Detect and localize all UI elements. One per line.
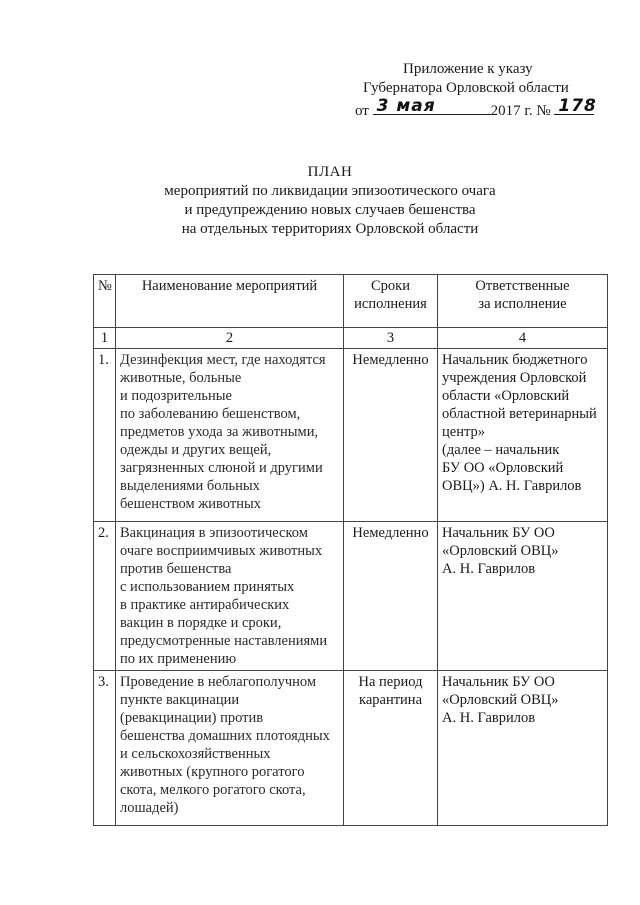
date-field <box>373 98 491 115</box>
title-heading: ПЛАН <box>307 164 353 180</box>
appendix-header <box>355 60 595 121</box>
text-line: Вакцинация в эпизоотическом <box>120 525 308 541</box>
appendix-line-2: Губернатора Орловской области <box>363 80 569 96</box>
responsible-cell <box>438 349 608 522</box>
text-line: А. Н. Гаврилов <box>442 710 536 726</box>
text-line: предметов ухода за животными, <box>120 424 319 440</box>
index-cell: 2 <box>116 328 344 349</box>
handwritten-date: 3 мая <box>376 96 436 116</box>
row-number: 3. <box>94 671 116 826</box>
header-resp <box>438 275 608 328</box>
text-line: в практике антирабических <box>120 597 290 613</box>
header-resp-line-2: за исполнение <box>478 296 567 312</box>
text-line: области «Орловский <box>442 388 570 404</box>
header-term-line-2: исполнения <box>354 296 427 312</box>
title-line-1: мероприятий по ликвидации эпизоотического очага <box>164 183 496 199</box>
text-line: пункте вакцинации <box>120 692 240 708</box>
deadline-cell: Немедленно <box>344 349 438 522</box>
text-line: ОВЦ») А. Н. Гаврилов <box>442 478 582 494</box>
text-line: загрязненных слюной и другими <box>120 460 323 476</box>
row-number: 1. <box>94 349 116 522</box>
deadline-cell: Немедленно <box>344 522 438 671</box>
text-line: выделениями больных <box>120 478 260 494</box>
text-line: карантина <box>359 692 422 708</box>
text-line: по их применению <box>120 651 237 667</box>
text-line: и подозрительные <box>120 388 232 404</box>
responsible-cell <box>438 522 608 671</box>
text-line: Проведение в неблагополучном <box>120 674 317 690</box>
table-row <box>94 522 608 671</box>
text-line: животные, больные <box>120 370 242 386</box>
text-line: «Орловский ОВЦ» <box>442 543 559 559</box>
date-prefix: от <box>355 103 369 119</box>
header-resp-line-1: Ответственные <box>475 278 570 294</box>
text-line: очаге восприимчивых животных <box>120 543 323 559</box>
text-line: Начальник БУ ОО <box>442 674 555 690</box>
text-line: Начальник бюджетного <box>442 352 588 368</box>
text-line: вакцин в порядке и сроки, <box>120 615 282 631</box>
column-index-row <box>94 328 608 349</box>
year-label: 2017 г. № <box>490 103 551 119</box>
appendix-line-1: Приложение к указу <box>403 61 533 77</box>
index-cell: 3 <box>344 328 438 349</box>
text-line: с использованием принятых <box>120 579 295 595</box>
title-line-3: на отдельных территориях Орловской области <box>181 221 479 237</box>
text-line: и сельскохозяйственных <box>120 746 271 762</box>
appendix-date-line <box>355 98 595 121</box>
text-line: областной ветеринарный <box>442 406 597 422</box>
index-cell: 1 <box>94 328 116 349</box>
text-line: животных (крупного рогатого <box>120 764 305 780</box>
text-line: по заболеванию бешенством, <box>120 406 301 422</box>
row-number: 2. <box>94 522 116 671</box>
text-line: центр» <box>442 424 485 440</box>
measure-name <box>116 671 344 826</box>
text-line: одежды и других вещей, <box>120 442 272 458</box>
measure-name <box>116 349 344 522</box>
text-line: БУ ОО «Орловский <box>442 460 564 476</box>
table-row <box>94 671 608 826</box>
index-cell: 4 <box>438 328 608 349</box>
header-term-line-1: Сроки <box>371 278 410 294</box>
handwritten-number: 178 <box>558 96 597 116</box>
text-line: предусмотренные наставлениями <box>120 633 328 649</box>
document-title <box>100 163 560 239</box>
text-line: А. Н. Гаврилов <box>442 561 536 577</box>
text-line: Начальник БУ ОО <box>442 525 555 541</box>
text-line: бешенства домашних плотоядных <box>120 728 330 744</box>
table-row <box>94 349 608 522</box>
header-term <box>344 275 438 328</box>
responsible-cell <box>438 671 608 826</box>
text-line: против бешенства <box>120 561 232 577</box>
table-header-row <box>94 275 608 328</box>
text-line: бешенством животных <box>120 496 261 512</box>
text-line: «Орловский ОВЦ» <box>442 692 559 708</box>
text-line: На период <box>358 674 423 690</box>
plan-table <box>93 274 608 826</box>
text-line: Дезинфекция мест, где находятся <box>120 352 326 368</box>
title-line-2: и предупреждению новых случаев бешенства <box>184 202 476 218</box>
text-line: скота, мелкого рогатого скота, <box>120 782 306 798</box>
number-field <box>554 96 597 116</box>
text-line: учреждения Орловской <box>442 370 587 386</box>
header-no: № <box>94 275 116 328</box>
header-name: Наименование мероприятий <box>116 275 344 328</box>
measure-name <box>116 522 344 671</box>
deadline-cell <box>344 671 438 826</box>
text-line: лошадей) <box>120 800 179 816</box>
text-line: (далее – начальник <box>442 442 560 458</box>
text-line: (ревакцинации) против <box>120 710 264 726</box>
